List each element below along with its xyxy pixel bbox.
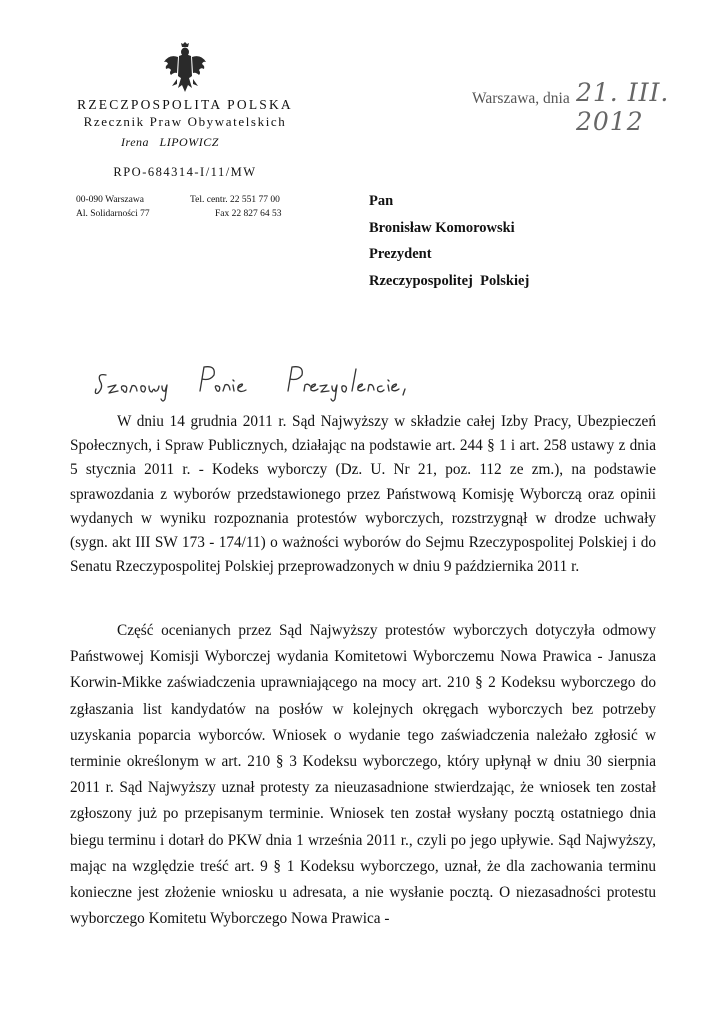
paragraph-1-text: W dniu 14 grudnia 2011 r. Sąd Najwyższy w składzie całej Izby Pracy, Ubezpieczeń Społecznych, i Spraw Publicznych, działając na podstawie art. 244 § 1 i art. 258 ustawy z dnia 5 stycznia 2011 r. - Kodeks wyborczy (Dz. U. Nr 21, poz. 112 ze zm.), na podstawie sprawozdania z wyborów przedstawionego przez Państwową Komisję Wyborczą oraz opinii wydanych w wyniku rozpoznania protestów wyborczych, rozstrzygnął w drodze uchwały (sygn. akt III SW 173 - 174/11) o ważności wyborów do Sejmu Rzeczypospolitej Polskiej i do Senatu Rzeczypospolitej Polskiej przeprowadzonych w dniu 9 października 2011 r. (70, 413, 656, 576)
address-line-2: Al. Solidarności 77 (76, 209, 150, 219)
handwritten-salutation (92, 355, 422, 415)
header-official (121, 135, 219, 150)
recipient-name: Bronisław Komorowski (369, 220, 515, 236)
official-first-name: Irena (121, 135, 150, 149)
fax-number: Fax 22 827 64 53 (215, 209, 282, 219)
recipient-title: Pan (369, 193, 394, 209)
recipient-country: Rzeczypospolitej Polskiej (369, 273, 530, 289)
paragraph-2-text: Część ocenianych przez Sąd Najwyższy protestów wyborczych dotyczyła odmowy Państwowej Komisji Wyborczej wydania Komitetowi Wyborczemu Nowa Prawica - Janusza Korwin-Mikke zaświadczenia uprawniającego na mocy art. 210 § 2 Kodeksu wyborczego do zgłaszania list kandydatów na posłów w kolejnych okręgach wyborczych bez potrzeby uzyskania poparcia wyborców. Wniosek o wydanie tego zaświadczenia należało zgłosić w terminie określonym w art. 210 § 3 Kodeksu wyborczego, który upłynął w dniu 30 sierpnia 2011 r. Sąd Najwyższy uznał protesty za nieuzasadnione stwierdzając, że wniosek ten został zgłoszony już po przepisanym terminie. Wniosek ten został wysłany pocztą ostatniego dnia biegu terminu i dotarł do PKW dnia 1 września 2011 r., czyli po jego upływie. Sąd Najwyższy, mając na względzie treść art. 9 § 1 Kodeksu wyborczego, uznał, że dla zachowania terminu konieczne jest złożenie wniosku u adresata, a nie wysłanie pocztą. O niezasadności protestu wyborczego Komitetu Wyborczego Nowa Prawica - (70, 622, 656, 928)
official-last-name: LIPOWICZ (159, 135, 219, 149)
recipient-position: Prezydent (369, 246, 432, 262)
eagle-emblem-icon (163, 42, 207, 94)
reference-number: RPO-684314-I/11/MW (113, 165, 257, 179)
date-label: Warszawa, dnia (472, 90, 570, 107)
salutation-signature-image (92, 355, 422, 415)
paragraph-1 (70, 410, 656, 579)
header-office: Rzecznik Praw Obywatelskich (83, 114, 287, 129)
paragraph-2 (70, 618, 656, 932)
header-country: RZECZPOSPOLITA POLSKA (77, 97, 293, 112)
address-line-1: 00-090 Warszawa (76, 195, 144, 205)
handwritten-date: 21. III. 2012 (576, 78, 670, 136)
phone-number: Tel. centr. 22 551 77 00 (190, 195, 280, 205)
